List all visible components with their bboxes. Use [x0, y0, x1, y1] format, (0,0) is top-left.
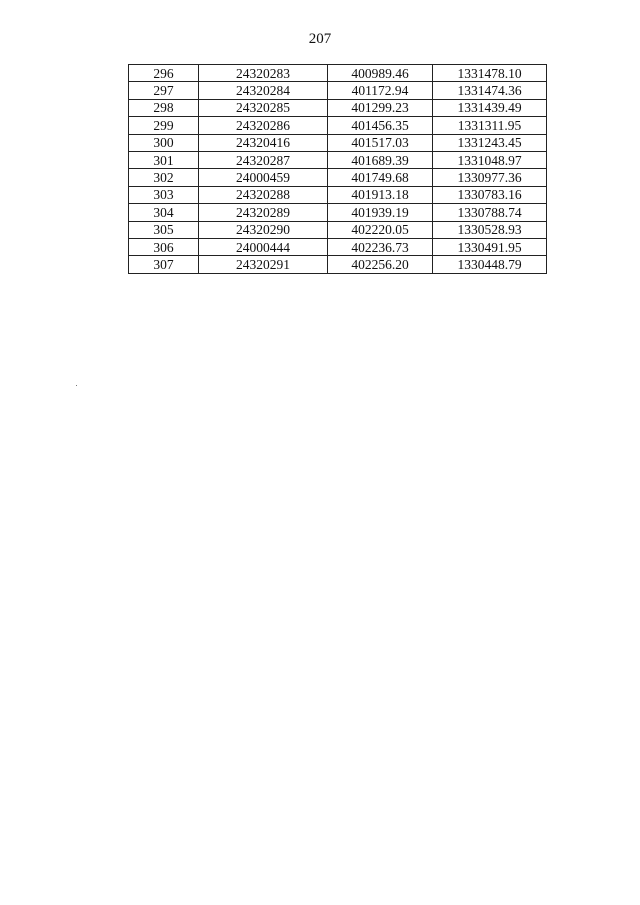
point-id-cell: 24320285	[199, 99, 328, 116]
table-row	[129, 134, 547, 151]
point-number-cell: 303	[129, 186, 199, 203]
page-number: 207	[308, 31, 332, 47]
x-coordinate-cell: 401913.18	[328, 186, 433, 203]
point-id-cell: 24320289	[199, 204, 328, 221]
point-number-cell: 301	[129, 151, 199, 168]
x-coordinate-cell: 402220.05	[328, 221, 433, 238]
point-id-cell: 24320290	[199, 221, 328, 238]
point-number-cell: 299	[129, 117, 199, 134]
point-number-cell: 298	[129, 99, 199, 116]
point-id-cell: 24320284	[199, 82, 328, 99]
table-row	[129, 99, 547, 116]
y-coordinate-cell: 1331311.95	[433, 117, 547, 134]
x-coordinate-cell: 401939.19	[328, 204, 433, 221]
coordinates-table-body	[129, 65, 547, 274]
y-coordinate-cell: 1330448.79	[433, 256, 547, 273]
point-id-cell: 24320283	[199, 65, 328, 82]
x-coordinate-cell: 401456.35	[328, 117, 433, 134]
point-id-cell: 24320291	[199, 256, 328, 273]
x-coordinate-cell: 401299.23	[328, 99, 433, 116]
y-coordinate-cell: 1331478.10	[433, 65, 547, 82]
point-id-cell: 24000444	[199, 238, 328, 255]
coordinates-table	[128, 64, 547, 274]
point-number-cell: 304	[129, 204, 199, 221]
point-id-cell: 24000459	[199, 169, 328, 186]
y-coordinate-cell: 1331474.36	[433, 82, 547, 99]
y-coordinate-cell: 1330977.36	[433, 169, 547, 186]
point-number-cell: 307	[129, 256, 199, 273]
y-coordinate-cell: 1330491.95	[433, 238, 547, 255]
table-row	[129, 82, 547, 99]
x-coordinate-cell: 401749.68	[328, 169, 433, 186]
table-row	[129, 151, 547, 168]
point-number-cell: 297	[129, 82, 199, 99]
y-coordinate-cell: 1330528.93	[433, 221, 547, 238]
point-id-cell: 24320286	[199, 117, 328, 134]
table-row	[129, 169, 547, 186]
x-coordinate-cell: 402256.20	[328, 256, 433, 273]
x-coordinate-cell: 401517.03	[328, 134, 433, 151]
x-coordinate-cell: 402236.73	[328, 238, 433, 255]
point-number-cell: 306	[129, 238, 199, 255]
x-coordinate-cell: 401689.39	[328, 151, 433, 168]
point-number-cell: 305	[129, 221, 199, 238]
table-row	[129, 186, 547, 203]
y-coordinate-cell: 1330788.74	[433, 204, 547, 221]
table-row	[129, 117, 547, 134]
y-coordinate-cell: 1330783.16	[433, 186, 547, 203]
point-number-cell: 302	[129, 169, 199, 186]
scan-artifact	[76, 385, 77, 386]
table-row	[129, 204, 547, 221]
table-row	[129, 65, 547, 82]
y-coordinate-cell: 1331439.49	[433, 99, 547, 116]
point-number-cell: 296	[129, 65, 199, 82]
x-coordinate-cell: 400989.46	[328, 65, 433, 82]
point-id-cell: 24320288	[199, 186, 328, 203]
table-row	[129, 221, 547, 238]
point-id-cell: 24320287	[199, 151, 328, 168]
x-coordinate-cell: 401172.94	[328, 82, 433, 99]
y-coordinate-cell: 1331048.97	[433, 151, 547, 168]
table-row	[129, 256, 547, 273]
y-coordinate-cell: 1331243.45	[433, 134, 547, 151]
point-id-cell: 24320416	[199, 134, 328, 151]
table-row	[129, 238, 547, 255]
point-number-cell: 300	[129, 134, 199, 151]
